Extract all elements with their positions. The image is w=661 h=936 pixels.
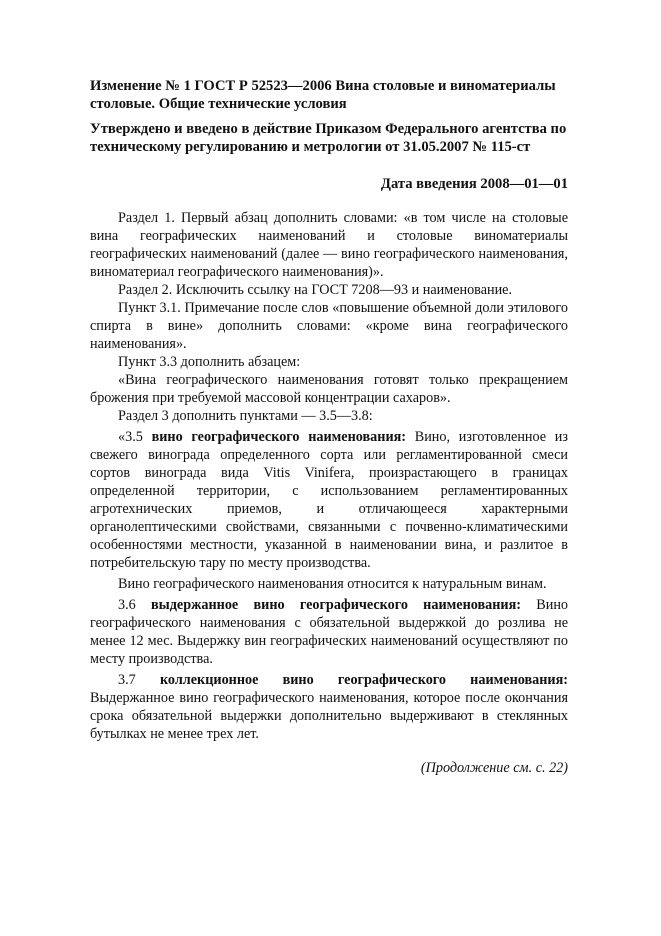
definition-3-6 bbox=[90, 596, 568, 668]
paragraph-section-2: Раздел 2. Исключить ссылку на ГОСТ 7208—93 и наименование. bbox=[118, 282, 513, 298]
effective-date: Дата введения 2008—01—01 bbox=[380, 176, 568, 192]
definition-3-5 bbox=[90, 428, 568, 572]
amendment-title: Изменение № 1 ГОСТ Р 52523—2006 Вина столовые и виноматериалы столовые. Общие технические условия bbox=[90, 78, 556, 112]
paragraph-section-1: Раздел 1. Первый абзац дополнить словами: «в том числе на столовые вина географических наименований и столовые виноматериалы географических наименований (далее — вино географического наименования, виноматериал географического наименования)». bbox=[90, 210, 568, 280]
paragraph-natural-wines: Вино географического наименования относится к натуральным винам. bbox=[118, 576, 547, 592]
document-content bbox=[90, 78, 568, 777]
definition-text: Выдержанное вино географического наименования, которое после окончания срока обязательной выдержки дополнительно выдерживают в стеклянных бутылках не менее трех лет. bbox=[90, 690, 568, 742]
amendment-body bbox=[90, 209, 568, 743]
paragraph-item-3-3: Пункт 3.3 дополнить абзацем: bbox=[118, 354, 301, 370]
definition-term: выдержанное вино географического наименования: bbox=[151, 597, 522, 613]
definition-number: 3.7 bbox=[118, 672, 160, 688]
definition-number: «3.5 bbox=[118, 429, 152, 445]
definition-text: Вино географического наименования с обязательной выдержкой до розлива не менее 12 мес. Выдержку вин географических наименований осуществляют по месту производства. bbox=[90, 597, 569, 667]
definition-3-7 bbox=[90, 671, 568, 743]
paragraph-quote-3-3: «Вина географического наименования готовят только прекращением брожения при требуемой массовой концентрации сахаров». bbox=[90, 372, 568, 406]
paragraph-item-3-1: Пункт 3.1. Примечание после слов «повышение объемной доли этилового спирта в вине» дополнить словами: «кроме вина географического наименования». bbox=[90, 300, 568, 352]
approval-statement: Утверждено и введено в действие Приказом Федерального агентства по техническому регулированию и метрологии от 31.05.2007 № 115-ст bbox=[90, 121, 567, 155]
continuation-note: (Продолжение см. с. 22) bbox=[420, 760, 568, 776]
definition-number: 3.6 bbox=[118, 597, 151, 613]
paragraph-section-3: Раздел 3 дополнить пунктами — 3.5—3.8: bbox=[118, 408, 373, 424]
definition-text: Вино, изготовленное из свежего винограда определенного сорта или регламентированной смеси сортов винограда вида Vitis Vinifera, произрастающего в границах определенной территории, с использованием регламентированных агротехнических приемов, и отличающееся характерными органолептическими свойствами, связанными с почвенно-климатическими особенностями местности, указанной в наименовании вина, и разлитое в потребительскую тару по месту производства. bbox=[90, 429, 568, 571]
definition-term: коллекционное вино географического наименования: bbox=[159, 672, 569, 688]
definition-term: вино географического наименования: bbox=[151, 429, 407, 445]
